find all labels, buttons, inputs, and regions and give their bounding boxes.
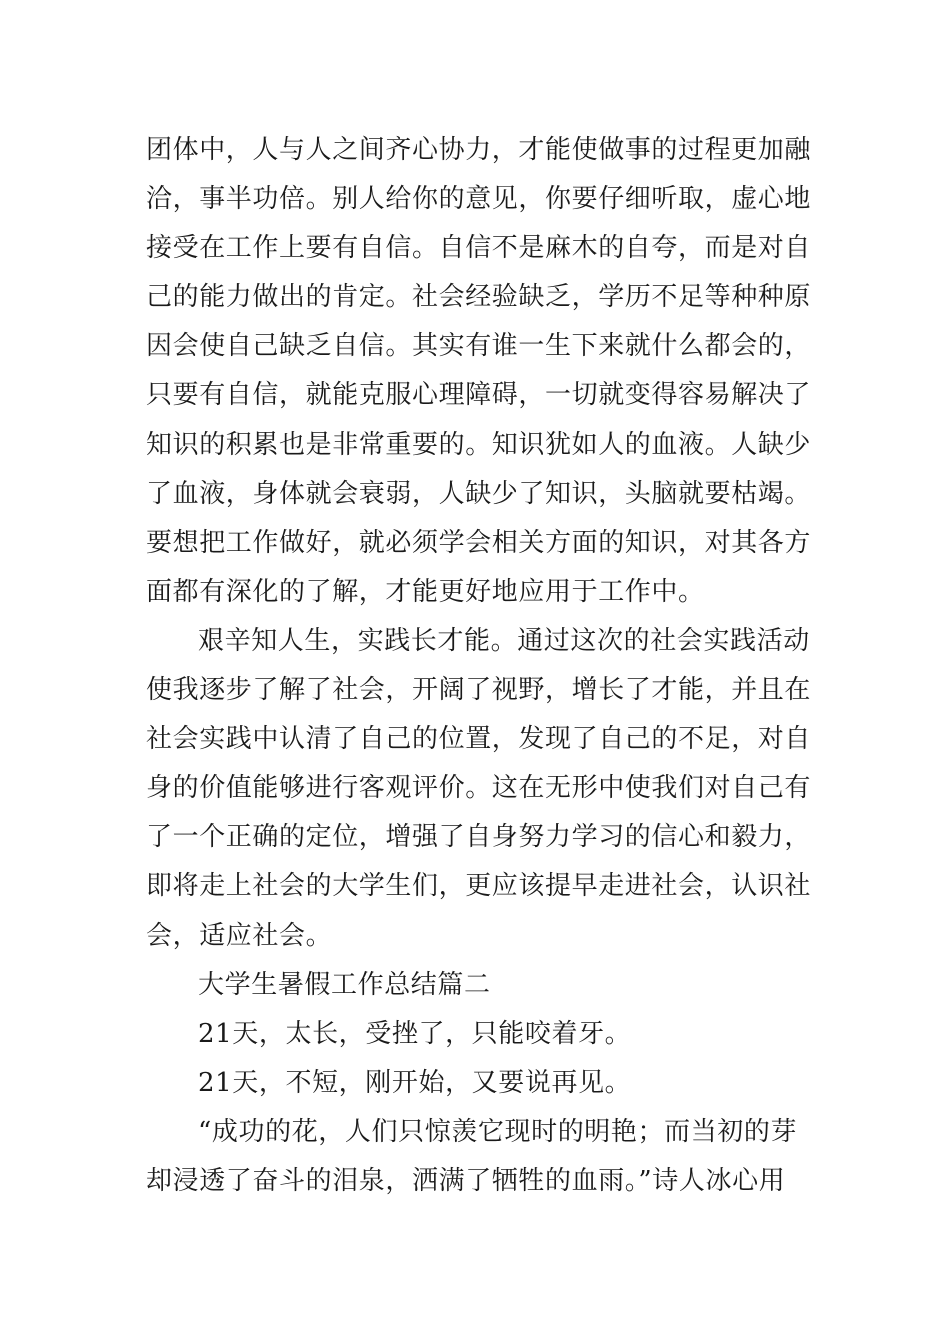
text-line: 洽，事半功倍。别人给你的意见，你要仔细听取，虚心地 [146, 184, 812, 215]
paragraph-start-line: 21天，太长，受挫了，只能咬着牙。 [198, 1018, 632, 1049]
paragraph-start-line: 21天，不短，刚开始，又要说再见。 [198, 1067, 632, 1098]
text-line: 了血液，身体就会衰弱，人缺少了知识，头脑就要枯竭。 [146, 478, 812, 509]
document-body [146, 126, 811, 1206]
text-line: 只要有自信，就能克服心理障碍，一切就变得容易解决了 [146, 380, 812, 411]
text-line: 团体中，人与人之间齐心协力，才能使做事的过程更加融 [146, 135, 812, 165]
text-line: 社会实践中认清了自己的位置，发现了自己的不足，对自 [146, 724, 812, 755]
text-line: 身的价值能够进行客观评价。这在无形中使我们对自己有 [146, 773, 812, 804]
text-line: 即将走上社会的大学生们，更应该提早走进社会，认识社 [146, 871, 812, 902]
paragraph-start-line: 艰辛知人生，实践长才能。通过这次的社会实践活动 [198, 625, 810, 656]
text-line: 己的能力做出的肯定。社会经验缺乏，学历不足等种种原 [146, 282, 812, 313]
text-line: 要想把工作做好，就必须学会相关方面的知识，对其各方 [146, 527, 812, 558]
text-line: 知识的积累也是非常重要的。知识犹如人的血液。人缺少 [146, 429, 812, 460]
text-line: 接受在工作上要有自信。自信不是麻木的自夸，而是对自 [146, 233, 812, 264]
text-line: 因会使自己缺乏自信。其实有谁一生下来就什么都会的， [146, 331, 812, 362]
text-line: 了一个正确的定位，增强了自身努力学习的信心和毅力， [146, 822, 812, 853]
text-line: 会，适应社会。 [146, 920, 333, 951]
text-line: 面都有深化的了解，才能更好地应用于工作中。 [146, 576, 705, 607]
text-line: 却浸透了奋斗的泪泉，洒满了牺牲的血雨。”诗人冰心用 [146, 1165, 786, 1196]
paragraph-start-line: “成功的花，人们只惊羡它现时的明艳；而当初的芽 [198, 1116, 798, 1147]
text-line: 使我逐步了解了社会，开阔了视野，增长了才能，并且在 [146, 675, 812, 706]
section-heading: 大学生暑假工作总结篇二 [198, 969, 491, 1000]
